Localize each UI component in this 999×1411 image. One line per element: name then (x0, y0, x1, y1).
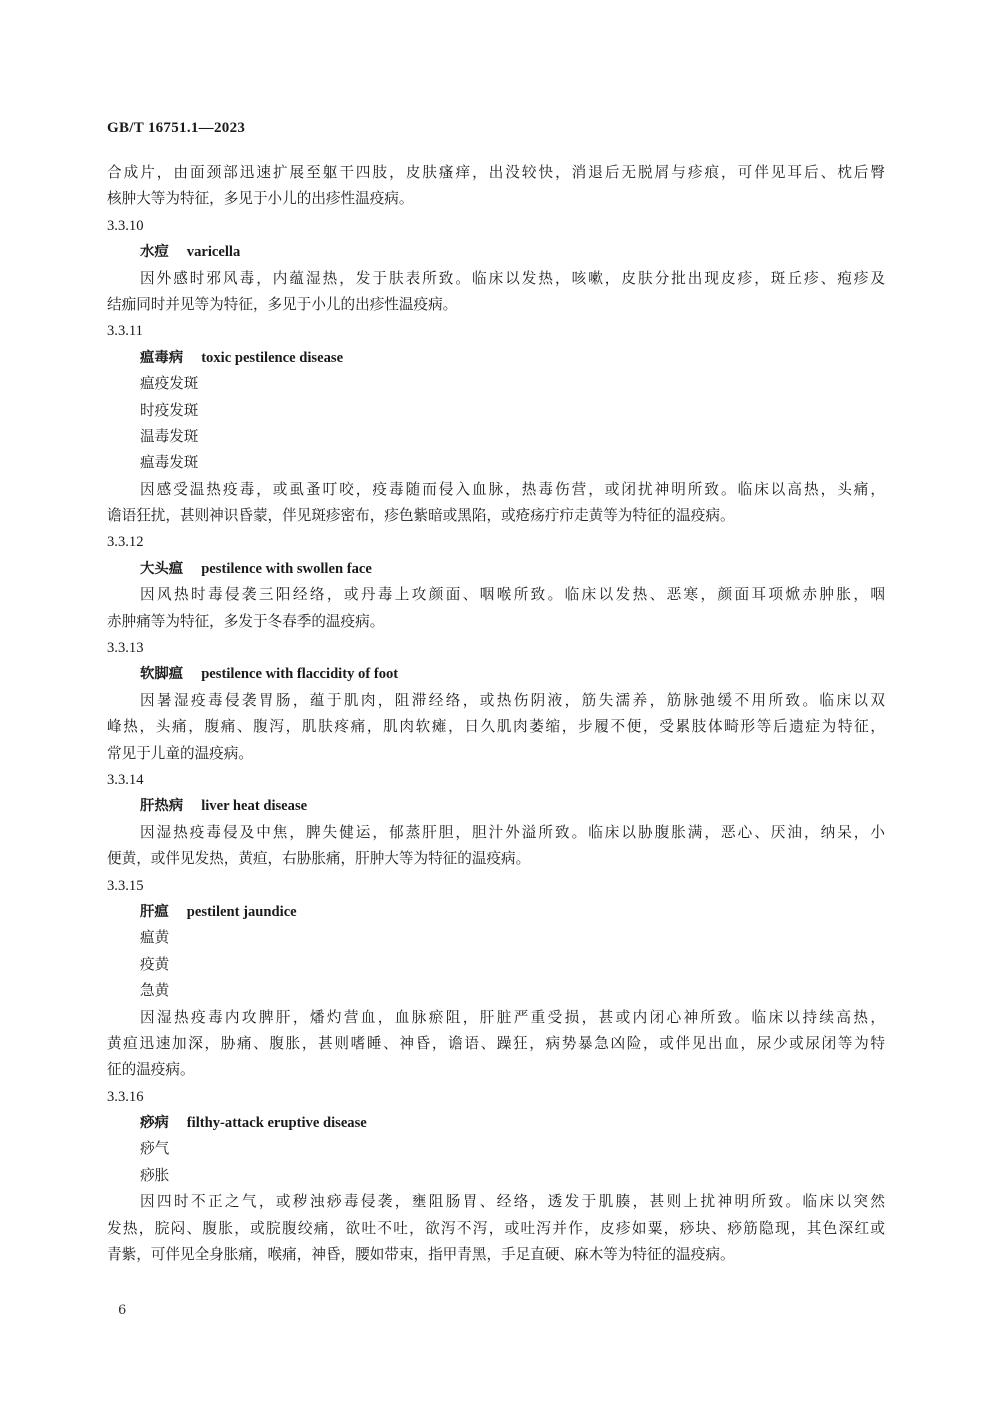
synonym-term: 痧胀 (140, 1166, 170, 1184)
definition-line: 青紫，可伴见全身胀痛，喉痛，神昏，腰如带束，指甲青黑，手足直硬、麻木等为特征的温疫病。 (107, 1246, 735, 1264)
term-english: pestilent jaundice (186, 903, 297, 920)
term-english: toxic pestilence disease (201, 349, 344, 366)
synonym-term: 急黄 (140, 982, 170, 1000)
standard-number-header: GB/T 16751.1—2023 (107, 120, 246, 136)
synonym-term: 瘟疫发斑 (140, 375, 199, 393)
term-line (107, 239, 885, 265)
page-number: 6 (118, 1303, 127, 1318)
term-line (107, 899, 885, 925)
definition-line: 峰热，头痛，腹痛、腹泻，肌肤疼痛，肌肉软瘫，日久肌肉萎缩，步履不便，受累肢体畸形等后遗症为特征， (107, 718, 885, 736)
clause-number: 3.3.15 (107, 877, 144, 894)
term-chinese: 痧病 (140, 1115, 169, 1132)
definition-line: 常见于儿童的温疫病。 (107, 744, 253, 762)
synonym-term: 瘟毒发斑 (140, 454, 199, 472)
synonym-term: 时疫发斑 (140, 401, 199, 419)
synonym-term: 温毒发斑 (140, 427, 199, 445)
clause-number: 3.3.12 (107, 534, 144, 551)
clause-number: 3.3.10 (107, 217, 144, 234)
term-chinese: 肝热病 (140, 798, 184, 815)
term-english: filthy-attack eruptive disease (186, 1115, 367, 1132)
term-english: pestilence with swollen face (201, 560, 372, 577)
synonym-term: 疫黄 (140, 955, 170, 973)
term-line (107, 345, 885, 371)
term-chinese: 肝瘟 (140, 903, 169, 920)
clause-number: 3.3.11 (107, 323, 143, 340)
paragraph-line: 核肿大等为特征，多见于小儿的出疹性温疫病。 (107, 190, 414, 208)
definition-line: 谵语狂扰，甚则神识昏蒙，伴见斑疹密布，疹色紫暗或黑陷，或疮疡疔疖走黄等为特征的温疫病。 (107, 507, 735, 525)
definition-line: 因感受温热疫毒，或虱蚤叮咬，疫毒随而侵入血脉，热毒伤营，或闭扰神明所致。临床以高热，头痛， (140, 480, 885, 498)
term-chinese: 软脚瘟 (140, 666, 184, 683)
definition-line: 因外感时邪风毒，内蕴湿热，发于肤表所致。临床以发热，咳嗽，皮肤分批出现皮疹，斑丘疹、疱疹及 (140, 269, 885, 287)
definition-line: 便黄，或伴见发热，黄疸，右胁胀痛，肝肿大等为特征的温疫病。 (107, 850, 531, 868)
definition-line: 因四时不正之气，或秽浊痧毒侵袭，壅阻肠胃、经络，透发于肌腠，甚则上扰神明所致。临床以突然 (140, 1193, 885, 1211)
definition-line: 征的温疫病。 (107, 1061, 195, 1079)
term-line (107, 793, 885, 819)
term-english: varicella (186, 244, 241, 261)
term-chinese: 瘟毒病 (140, 349, 184, 366)
term-line (107, 1110, 885, 1136)
term-line (107, 556, 885, 582)
definition-line: 因暑湿疫毒侵袭胃肠，蕴于肌肉，阻滞经络，或热伤阴液，筋失濡养，筋脉弛缓不用所致。临床以双 (140, 691, 885, 709)
synonym-term: 瘟黄 (140, 929, 170, 947)
definition-line: 因湿热疫毒内攻脾肝，燔灼营血，血脉瘀阻，肝脏严重受损，甚或内闭心神所致。临床以持续高热， (140, 1008, 885, 1026)
synonym-term: 痧气 (140, 1140, 170, 1158)
definition-line: 黄疸迅速加深，胁痛、腹胀，甚则嗜睡、神昏，谵语、躁狂，病势暴急凶险，或伴见出血，尿少或尿闭等为特 (107, 1034, 885, 1052)
clause-number: 3.3.16 (107, 1088, 144, 1105)
term-english: liver heat disease (201, 798, 308, 815)
term-chinese: 大头瘟 (140, 560, 184, 577)
definition-line: 因湿热疫毒侵及中焦，脾失健运，郁蒸肝胆，胆汁外溢所致。临床以胁腹胀满，恶心、厌油，纳呆，小 (140, 823, 885, 841)
clause-number: 3.3.13 (107, 640, 144, 657)
term-chinese: 水痘 (140, 244, 169, 261)
term-english: pestilence with flaccidity of foot (201, 666, 399, 683)
definition-line: 因风热时毒侵袭三阳经络，或丹毒上攻颜面、咽喉所致。临床以发热、恶寒，颜面耳项焮赤肿胀，咽 (140, 586, 885, 604)
definition-line: 结痂同时并见等为特征，多见于小儿的出疹性温疫病。 (107, 295, 458, 313)
paragraph-line: 合成片，由面颈部迅速扩展至躯干四肢，皮肤瘙痒，出没较快，消退后无脱屑与疹痕，可伴见耳后、枕后臀 (107, 164, 885, 181)
definition-line: 发热，脘闷、腹胀，或脘腹绞痛，欲吐不吐，欲泻不泻，或吐泻并作，皮疹如粟，痧块、痧筋隐现，其色深红或 (107, 1219, 885, 1237)
term-line (107, 661, 885, 687)
document-body (107, 160, 885, 1268)
clause-number: 3.3.14 (107, 771, 144, 788)
definition-line: 赤肿痛等为特征，多发于冬春季的温疫病。 (107, 612, 385, 630)
